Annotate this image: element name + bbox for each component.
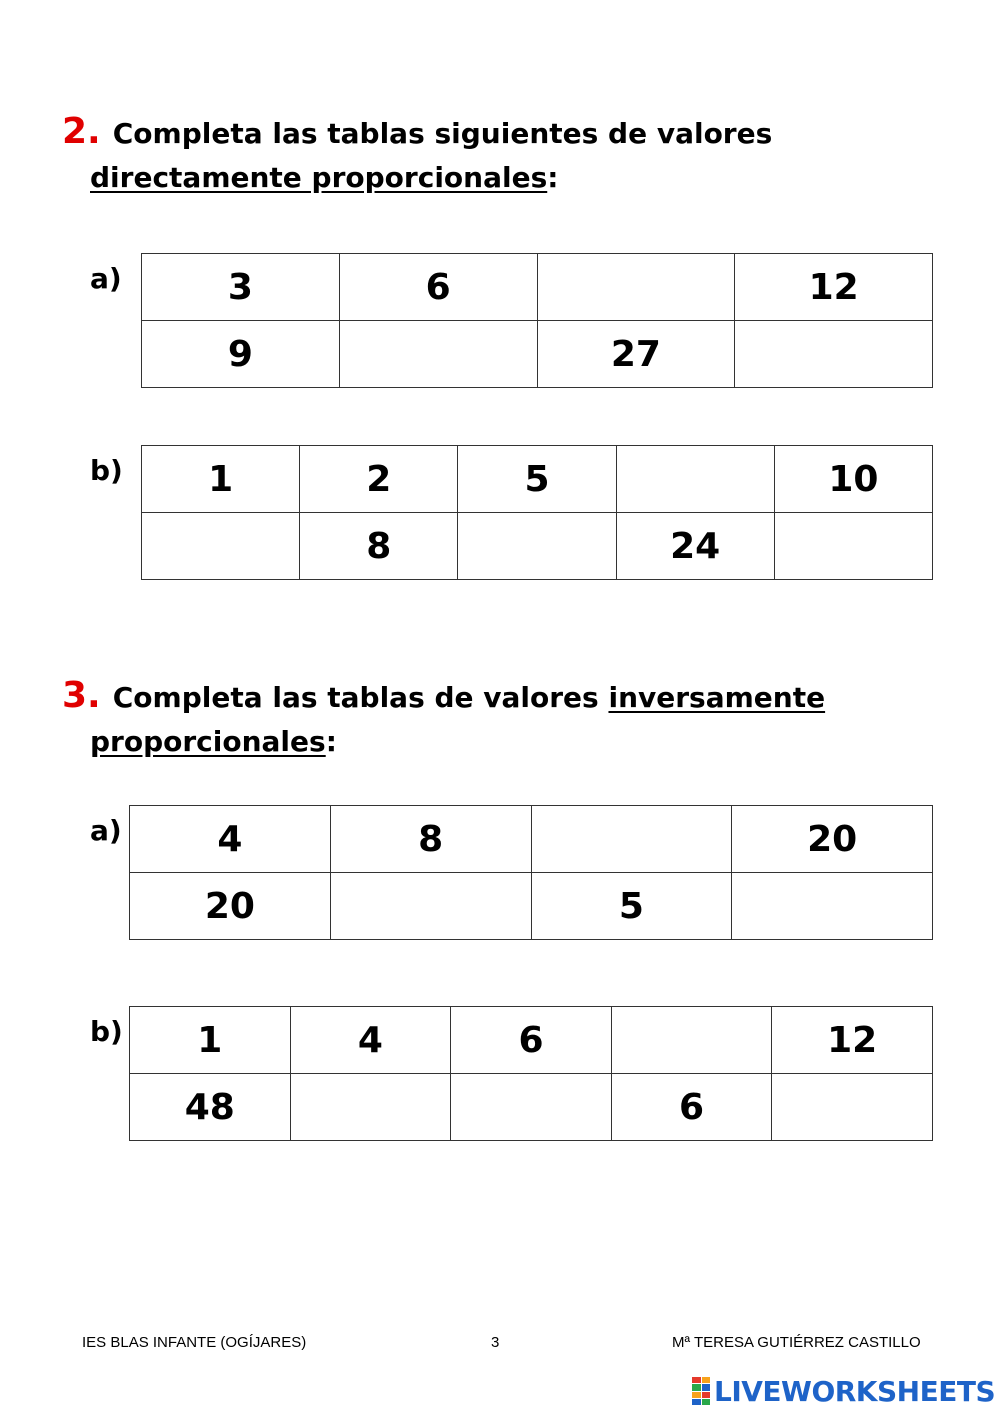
table-cell[interactable] <box>616 446 774 513</box>
table-cell[interactable] <box>290 1074 451 1141</box>
exercise-3-colon: : <box>325 725 337 758</box>
table-label-3a: a) <box>90 814 122 847</box>
exercise-3-number: 3. <box>62 675 101 716</box>
table-cell[interactable] <box>611 1007 772 1074</box>
table-label-2b: b) <box>90 454 123 487</box>
table-3a <box>129 805 933 940</box>
table-cell[interactable]: 5 <box>531 873 732 940</box>
exercise-3-underlined-2: proporcionales <box>90 725 326 758</box>
table-cell[interactable]: 24 <box>616 513 774 580</box>
exercise-2-number: 2. <box>62 111 101 152</box>
liveworksheets-logo-icon <box>692 1377 710 1405</box>
table-cell[interactable]: 2 <box>300 446 458 513</box>
table-cell[interactable]: 4 <box>290 1007 451 1074</box>
table-cell[interactable]: 48 <box>130 1074 291 1141</box>
footer-author: Mª TERESA GUTIÉRREZ CASTILLO <box>672 1334 921 1351</box>
table-cell[interactable]: 5 <box>458 446 616 513</box>
exercise-2-text: Completa las tablas siguientes de valores <box>112 117 773 150</box>
table-3b <box>129 1006 933 1141</box>
table-label-3b: b) <box>90 1015 123 1048</box>
table-row <box>142 513 933 580</box>
table-cell[interactable] <box>735 321 933 388</box>
table-cell[interactable]: 4 <box>130 806 331 873</box>
exercise-2-colon: : <box>547 161 559 194</box>
table-row <box>130 873 933 940</box>
table-row <box>142 254 933 321</box>
table-cell[interactable]: 3 <box>142 254 340 321</box>
table-cell[interactable]: 20 <box>130 873 331 940</box>
exercise-2-heading <box>62 110 772 156</box>
table-cell[interactable] <box>537 254 735 321</box>
table-cell[interactable]: 12 <box>735 254 933 321</box>
table-cell[interactable]: 6 <box>339 254 537 321</box>
table-2a <box>141 253 933 388</box>
table-cell[interactable]: 12 <box>772 1007 933 1074</box>
table-cell[interactable] <box>339 321 537 388</box>
table-cell[interactable]: 6 <box>611 1074 772 1141</box>
table-cell[interactable] <box>774 513 932 580</box>
table-row <box>142 446 933 513</box>
exercise-3-text: Completa las tablas de valores <box>112 681 599 714</box>
table-2b <box>141 445 933 580</box>
table-cell[interactable] <box>330 873 531 940</box>
table-cell[interactable]: 9 <box>142 321 340 388</box>
table-cell[interactable] <box>142 513 300 580</box>
table-cell[interactable] <box>772 1074 933 1141</box>
table-cell[interactable]: 8 <box>300 513 458 580</box>
table-row <box>130 1007 933 1074</box>
table-cell[interactable]: 20 <box>732 806 933 873</box>
brand-text: LIVEWORKSHEETS <box>714 1374 996 1408</box>
table-row <box>130 1074 933 1141</box>
table-row <box>142 321 933 388</box>
table-cell[interactable]: 8 <box>330 806 531 873</box>
table-label-2a: a) <box>90 262 122 295</box>
table-cell[interactable]: 27 <box>537 321 735 388</box>
table-cell[interactable] <box>458 513 616 580</box>
table-cell[interactable]: 1 <box>130 1007 291 1074</box>
table-cell[interactable] <box>732 873 933 940</box>
exercise-3-heading <box>62 674 825 720</box>
table-cell[interactable]: 10 <box>774 446 932 513</box>
table-cell[interactable] <box>531 806 732 873</box>
table-row <box>130 806 933 873</box>
table-cell[interactable] <box>451 1074 612 1141</box>
footer-page-number: 3 <box>491 1334 500 1351</box>
exercise-2-heading-line2 <box>62 156 558 200</box>
footer-school: IES BLAS INFANTE (OGÍJARES) <box>82 1334 307 1351</box>
exercise-3-heading-line2 <box>62 720 337 764</box>
liveworksheets-brand[interactable] <box>692 1374 995 1408</box>
exercise-3-underlined-1: inversamente <box>608 681 826 714</box>
table-cell[interactable]: 1 <box>142 446 300 513</box>
exercise-2-underlined: directamente proporcionales <box>90 161 548 194</box>
table-cell[interactable]: 6 <box>451 1007 612 1074</box>
